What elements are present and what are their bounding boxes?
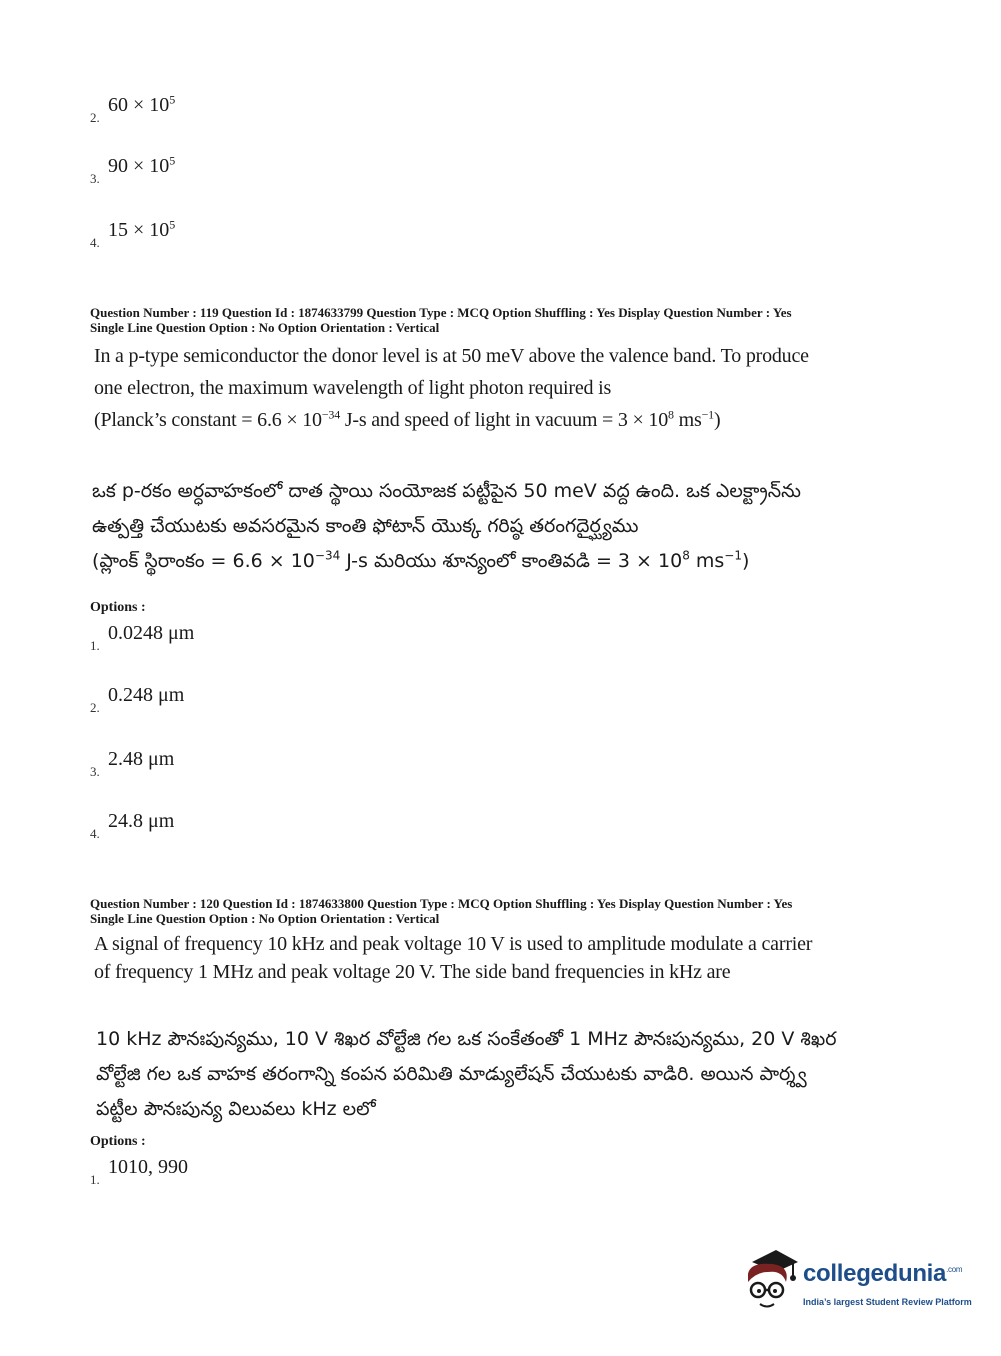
- option-value: 90 × 10: [108, 155, 170, 177]
- question-line-2: one electron, the maximum wavelength of light photon required is: [94, 377, 612, 399]
- telugu-line-2: వోల్టేజి గల ఒక వాహక తరంగాన్ని కంపన పరిమితి మాడ్యులేషన్ చేయుటకు వాడిరి. అయిన పార్శ్వ: [96, 1063, 807, 1085]
- question-text-telugu: [96, 1022, 896, 1127]
- brand-name: collegedunia$^{.com}$: [803, 1260, 963, 1287]
- meta-line-2: Single Line Question Option : No Option Orientation : Vertical: [90, 320, 440, 335]
- option-value: 0.0248 μm: [108, 622, 195, 644]
- telugu-line-2: ఉత్పత్తి చేయుటకు అవసరమైన కాంతి ఫోటాన్ యొక్క గరిష్ఠ తరంగదైర్ఘ్యము: [92, 515, 639, 537]
- brand-tagline: India’s largest Student Review Platform: [803, 1297, 972, 1307]
- question-text-english: [94, 930, 894, 986]
- question-text-telugu: [92, 474, 892, 579]
- option-exponent: 5: [169, 92, 176, 107]
- option-value: 15 × 10: [108, 219, 170, 241]
- telugu-line-1: 10 kHz పౌనఃపున్యము, 10 V శిఖర వోల్టేజి గల ఒక సంకేతంతో 1 MHz పౌనఃపున్యము, 20 V శిఖర: [96, 1028, 837, 1050]
- option-value: 0.248 μm: [108, 684, 185, 706]
- option-value: 24.8 μm: [108, 810, 175, 832]
- options-label: Options :: [90, 1134, 146, 1149]
- option-value: 1010, 990: [108, 1156, 188, 1178]
- telugu-line-3: పట్టీల పౌనఃపున్య విలువలు kHz లలో: [96, 1098, 376, 1120]
- question-line-1: A signal of frequency 10 kHz and peak voltage 10 V is used to amplitude modulate a carrier: [94, 933, 813, 955]
- option-value: 2.48 μm: [108, 748, 175, 770]
- option-exponent: 5: [169, 153, 176, 168]
- question-line-2: of frequency 1 MHz and peak voltage 20 V. The side band frequencies in kHz are: [94, 961, 731, 983]
- question-meta: [90, 305, 950, 335]
- question-line-3: (Planck’s constant = $6.6 \times 10^{-34}$ J-s and speed of light in vacuum = $3 \times 10^8$ $ms^{-1}$): [94, 407, 721, 431]
- question-line-1: In a p-type semiconductor the donor level is at 50 meV above the valence band. To produce: [94, 345, 809, 367]
- options-label: Options :: [90, 600, 146, 615]
- mascot-icon: [742, 1248, 800, 1314]
- option-exponent: 5: [169, 217, 176, 232]
- meta-line-2: Single Line Question Option : No Option Orientation : Vertical: [90, 911, 440, 926]
- question-text-english: [94, 340, 894, 436]
- meta-line-1: Question Number : 120 Question Id : 1874633800 Question Type : MCQ Option Shuffling : Yes Display Question Number : Yes: [90, 896, 793, 911]
- telugu-line-3: (ప్లాంక్ స్థిరాంకం = $6.6 \times 10^{-34}$ J-s మరియు శూన్యంలో కాంతివడి = $3 \times 10^8$ $ms^{-1}$): [92, 548, 750, 572]
- telugu-line-1: ఒక p-రకం అర్ధవాహకంలో దాత స్థాయి సంయోజక పట్టీపైన 50 meV వద్ద ఉంది. ఒక ఎలక్ట్రాన్‌ను: [92, 480, 801, 502]
- meta-line-1: Question Number : 119 Question Id : 1874633799 Question Type : MCQ Option Shuffling : Yes Display Question Number : Yes: [90, 305, 792, 320]
- option-value: 60 × 10: [108, 94, 170, 116]
- question-meta: [90, 896, 950, 926]
